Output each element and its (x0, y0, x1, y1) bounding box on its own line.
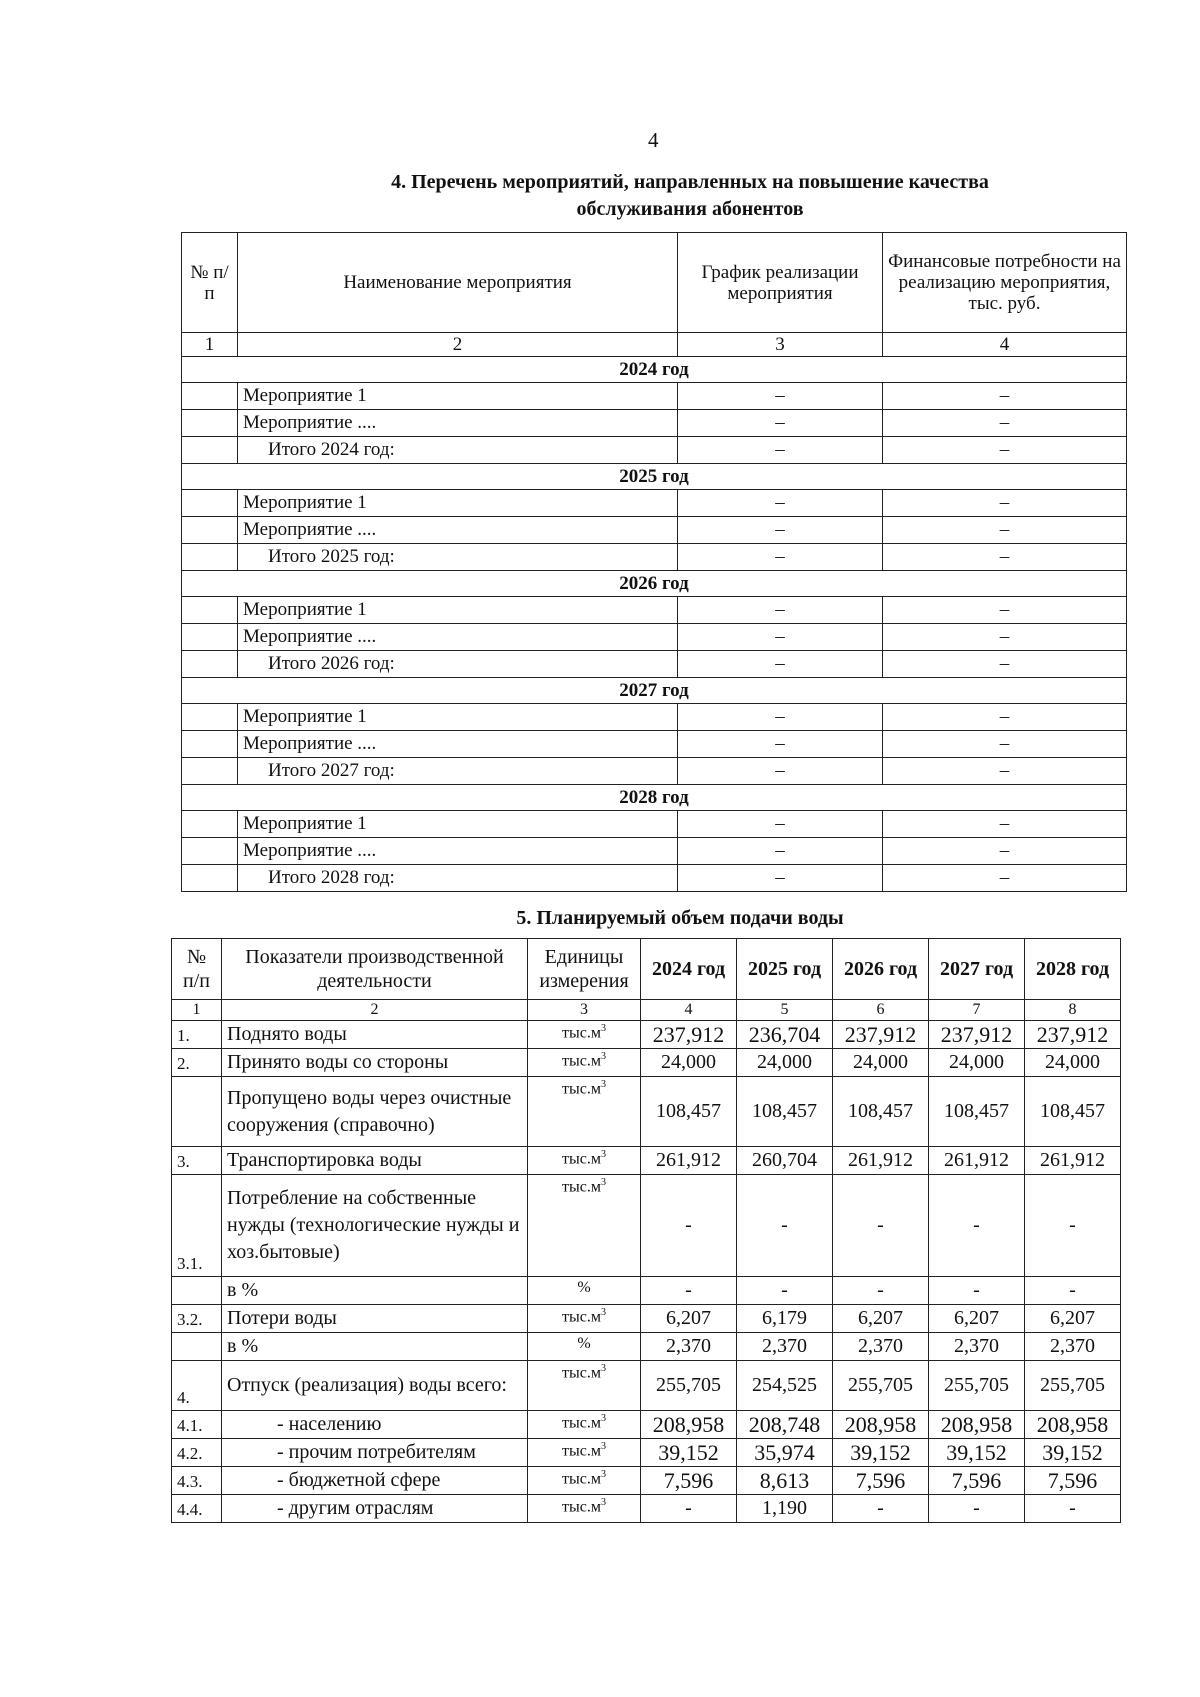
row-number (172, 1277, 222, 1305)
header-year: 2024 год (641, 939, 737, 1000)
row-number (182, 410, 238, 437)
row-number (182, 383, 238, 410)
schedule-value: – (678, 811, 883, 838)
year-value: 39,152 (1025, 1439, 1121, 1467)
total-row (182, 437, 1127, 464)
year-label: 2026 год (182, 571, 1127, 597)
unit-base: тыс.м (562, 1442, 601, 1460)
total-row (182, 544, 1127, 571)
unit-of-measure (528, 1049, 641, 1077)
unit-base: тыс.м (562, 1150, 601, 1168)
schedule-value: – (678, 597, 883, 624)
unit-of-measure (528, 1439, 641, 1467)
indicator-name: Транспортировка воды (222, 1147, 528, 1175)
indicator-name: - населению (222, 1411, 528, 1439)
indicator-row (172, 1021, 1121, 1049)
schedule-value: – (678, 865, 883, 892)
unit-base: тыс.м (562, 1052, 601, 1070)
year-value: - (641, 1175, 737, 1277)
year-value: 2,370 (641, 1333, 737, 1361)
unit-base: тыс.м (562, 1080, 601, 1098)
year-value: 108,457 (929, 1077, 1025, 1147)
row-number (182, 437, 238, 464)
header-num: № п/п (182, 233, 238, 333)
water-table-header (172, 939, 1121, 1000)
header-year: 2026 год (833, 939, 929, 1000)
financing-value: – (883, 490, 1127, 517)
financing-value: – (883, 865, 1127, 892)
unit-superscript: 3 (600, 1177, 606, 1188)
unit-superscript: 3 (600, 1469, 606, 1480)
year-label: 2027 год (182, 678, 1127, 704)
year-value: 24,000 (737, 1049, 833, 1077)
unit-superscript: 3 (600, 1051, 606, 1062)
year-value: 261,912 (1025, 1147, 1121, 1175)
unit-base: тыс.м (562, 1414, 601, 1432)
indicator-row (172, 1277, 1121, 1305)
year-value: 39,152 (833, 1439, 929, 1467)
schedule-value: – (678, 731, 883, 758)
indicator-row (172, 1305, 1121, 1333)
schedule-value: – (678, 651, 883, 678)
year-value: 108,457 (737, 1077, 833, 1147)
measures-table-header (182, 233, 1127, 333)
column-number: 3 (678, 333, 883, 357)
column-number: 1 (182, 333, 238, 357)
total-row (182, 865, 1127, 892)
financing-value: – (883, 651, 1127, 678)
row-number (172, 1333, 222, 1361)
year-value: 6,179 (737, 1305, 833, 1333)
year-value: 255,705 (1025, 1361, 1121, 1411)
financing-value: – (883, 597, 1127, 624)
column-number: 1 (172, 1000, 222, 1021)
year-value: 6,207 (833, 1305, 929, 1333)
year-value: 7,596 (1025, 1467, 1121, 1495)
year-value: - (737, 1175, 833, 1277)
indicator-name: - бюджетной сфере (222, 1467, 528, 1495)
measure-row (182, 597, 1127, 624)
year-value: 261,912 (641, 1147, 737, 1175)
total-label: Итого 2024 год: (238, 437, 678, 464)
unit-superscript: 3 (600, 1307, 606, 1318)
year-value: 255,705 (929, 1361, 1025, 1411)
year-value: - (641, 1277, 737, 1305)
measure-name: Мероприятие 1 (238, 811, 678, 838)
indicator-row (172, 1333, 1121, 1361)
unit-superscript: 3 (600, 1149, 606, 1160)
year-group-row (182, 464, 1127, 490)
year-value: 2,370 (833, 1333, 929, 1361)
schedule-value: – (678, 544, 883, 571)
schedule-value: – (678, 383, 883, 410)
indicator-name: Пропущено воды через очистные сооружения (справочно) (222, 1077, 528, 1147)
financing-value: – (883, 731, 1127, 758)
unit-of-measure (528, 1021, 641, 1049)
header-financing: Финансовые потребности на реализацию мероприятия, тыс. руб. (883, 233, 1127, 333)
year-value: 261,912 (833, 1147, 929, 1175)
indicator-row (172, 1411, 1121, 1439)
column-numbers-row (182, 333, 1127, 357)
year-value: 7,596 (929, 1467, 1025, 1495)
schedule-value: – (678, 758, 883, 785)
year-value: 7,596 (833, 1467, 929, 1495)
year-value: - (929, 1175, 1025, 1277)
year-value: - (1025, 1175, 1121, 1277)
unit-of-measure (528, 1411, 641, 1439)
year-value: 2,370 (1025, 1333, 1121, 1361)
indicator-name: - прочим потребителям (222, 1439, 528, 1467)
total-label: Итого 2028 год: (238, 865, 678, 892)
row-number (182, 865, 238, 892)
year-value: - (1025, 1495, 1121, 1523)
year-value: - (833, 1277, 929, 1305)
row-number (182, 758, 238, 785)
year-value: 2,370 (929, 1333, 1025, 1361)
row-number: 3.2. (172, 1305, 222, 1333)
indicator-name: Потери воды (222, 1305, 528, 1333)
unit-of-measure (528, 1495, 641, 1523)
indicator-name: Поднято воды (222, 1021, 528, 1049)
year-value: 1,190 (737, 1495, 833, 1523)
measure-row (182, 704, 1127, 731)
section4-title-line1: 4. Перечень мероприятий, направленных на повышение качества (391, 171, 989, 193)
row-number (182, 490, 238, 517)
measure-row (182, 838, 1127, 865)
measure-row (182, 410, 1127, 437)
header-indicator: Показатели производственной деятельности (222, 939, 528, 1000)
financing-value: – (883, 544, 1127, 571)
year-value: 236,704 (737, 1021, 833, 1049)
year-group-row (182, 571, 1127, 597)
schedule-value: – (678, 704, 883, 731)
year-group-row (182, 678, 1127, 704)
year-label: 2024 год (182, 357, 1127, 383)
row-number (172, 1077, 222, 1147)
unit-of-measure (528, 1305, 641, 1333)
year-value: 237,912 (833, 1021, 929, 1049)
row-number: 2. (172, 1049, 222, 1077)
financing-value: – (883, 758, 1127, 785)
year-value: 2,370 (737, 1333, 833, 1361)
year-value: - (833, 1495, 929, 1523)
year-group-row (182, 785, 1127, 811)
indicator-row (172, 1467, 1121, 1495)
year-value: 7,596 (641, 1467, 737, 1495)
indicator-name: Принято воды со стороны (222, 1049, 528, 1077)
year-value: - (833, 1175, 929, 1277)
column-number: 3 (528, 1000, 641, 1021)
row-number: 4.4. (172, 1495, 222, 1523)
financing-value: – (883, 383, 1127, 410)
indicator-row (172, 1049, 1121, 1077)
total-row (182, 651, 1127, 678)
row-number: 1. (172, 1021, 222, 1049)
header-schedule: График реализации мероприятия (678, 233, 883, 333)
indicator-row (172, 1175, 1121, 1277)
water-supply-table (171, 938, 1121, 1523)
measures-table-body (182, 357, 1127, 892)
row-number: 4.1. (172, 1411, 222, 1439)
measure-row (182, 624, 1127, 651)
unit-superscript: 3 (600, 1023, 606, 1034)
year-value: 255,705 (641, 1361, 737, 1411)
year-value: 24,000 (929, 1049, 1025, 1077)
column-number: 5 (737, 1000, 833, 1021)
year-value: 6,207 (641, 1305, 737, 1333)
year-value: 237,912 (929, 1021, 1025, 1049)
schedule-value: – (678, 624, 883, 651)
measure-row (182, 383, 1127, 410)
year-value: 35,974 (737, 1439, 833, 1467)
unit-superscript: 3 (600, 1363, 606, 1374)
measure-name: Мероприятие 1 (238, 597, 678, 624)
year-label: 2028 год (182, 785, 1127, 811)
year-value: 208,958 (833, 1411, 929, 1439)
indicator-row (172, 1147, 1121, 1175)
column-number: 7 (929, 1000, 1025, 1021)
year-value: 24,000 (833, 1049, 929, 1077)
year-value: - (737, 1277, 833, 1305)
year-value: 208,958 (641, 1411, 737, 1439)
page-number: 4 (648, 128, 659, 152)
indicator-name: - другим отраслям (222, 1495, 528, 1523)
year-value: 108,457 (1025, 1077, 1121, 1147)
measure-name: Мероприятие .... (238, 410, 678, 437)
row-number (182, 597, 238, 624)
indicator-row (172, 1439, 1121, 1467)
indicator-name: в % (222, 1333, 528, 1361)
indicator-row (172, 1361, 1121, 1411)
measure-row (182, 811, 1127, 838)
header-year: 2027 год (929, 939, 1025, 1000)
row-number: 4. (172, 1361, 222, 1411)
year-group-row (182, 357, 1127, 383)
unit-of-measure (528, 1467, 641, 1495)
column-number: 2 (238, 333, 678, 357)
year-value: - (641, 1495, 737, 1523)
row-number (182, 544, 238, 571)
unit-base: тыс.м (562, 1498, 601, 1516)
column-numbers-row (172, 1000, 1121, 1021)
year-value: 237,912 (1025, 1021, 1121, 1049)
unit-superscript: 3 (600, 1413, 606, 1424)
measure-name: Мероприятие .... (238, 624, 678, 651)
year-value: 24,000 (641, 1049, 737, 1077)
year-value: 260,704 (737, 1147, 833, 1175)
header-year: 2028 год (1025, 939, 1121, 1000)
measures-table (181, 232, 1127, 892)
row-number: 4.2. (172, 1439, 222, 1467)
measure-name: Мероприятие 1 (238, 490, 678, 517)
row-number (182, 811, 238, 838)
indicator-name: в % (222, 1277, 528, 1305)
row-number (182, 731, 238, 758)
indicator-name: Потребление на собственные нужды (технологические нужды и хоз.бытовые) (222, 1175, 528, 1277)
year-value: 6,207 (929, 1305, 1025, 1333)
row-number: 3.1. (172, 1175, 222, 1277)
financing-value: – (883, 704, 1127, 731)
year-label: 2025 год (182, 464, 1127, 490)
section4-title-line2: обслуживания абонентов (576, 198, 804, 220)
schedule-value: – (678, 490, 883, 517)
year-value: 255,705 (833, 1361, 929, 1411)
indicator-row (172, 1495, 1121, 1523)
row-number: 3. (172, 1147, 222, 1175)
unit-of-measure (528, 1175, 641, 1277)
financing-value: – (883, 437, 1127, 464)
section5-title: 5. Планируемый объем подачи воды (516, 907, 844, 929)
unit-of-measure (528, 1147, 641, 1175)
column-number: 8 (1025, 1000, 1121, 1021)
row-number (182, 838, 238, 865)
total-label: Итого 2026 год: (238, 651, 678, 678)
header-num: № п/п (172, 939, 222, 1000)
measure-row (182, 490, 1127, 517)
year-value: 39,152 (929, 1439, 1025, 1467)
financing-value: – (883, 624, 1127, 651)
measure-name: Мероприятие .... (238, 517, 678, 544)
unit-base: тыс.м (562, 1178, 601, 1196)
indicator-name: Отпуск (реализация) воды всего: (222, 1361, 528, 1411)
row-number (182, 704, 238, 731)
row-number (182, 517, 238, 544)
column-number: 4 (883, 333, 1127, 357)
financing-value: – (883, 811, 1127, 838)
row-number: 4.3. (172, 1467, 222, 1495)
unit-base: тыс.м (562, 1470, 601, 1488)
unit-base: тыс.м (562, 1364, 601, 1382)
header-year: 2025 год (737, 939, 833, 1000)
year-value: 208,748 (737, 1411, 833, 1439)
measure-name: Мероприятие 1 (238, 704, 678, 731)
financing-value: – (883, 838, 1127, 865)
unit-superscript: 3 (600, 1497, 606, 1508)
total-row (182, 758, 1127, 785)
schedule-value: – (678, 437, 883, 464)
year-value: 108,457 (641, 1077, 737, 1147)
unit-of-measure: % (528, 1333, 641, 1361)
measure-name: Мероприятие .... (238, 731, 678, 758)
unit-of-measure: % (528, 1277, 641, 1305)
row-number (182, 624, 238, 651)
financing-value: – (883, 410, 1127, 437)
unit-base: тыс.м (562, 1308, 601, 1326)
measure-row (182, 731, 1127, 758)
measure-name: Мероприятие .... (238, 838, 678, 865)
section4-title (320, 169, 1060, 223)
financing-value: – (883, 517, 1127, 544)
year-value: - (1025, 1277, 1121, 1305)
year-value: 8,613 (737, 1467, 833, 1495)
column-number: 2 (222, 1000, 528, 1021)
year-value: - (929, 1277, 1025, 1305)
column-number: 6 (833, 1000, 929, 1021)
year-value: 39,152 (641, 1439, 737, 1467)
measure-row (182, 517, 1127, 544)
header-unit: Единицы измерения (528, 939, 641, 1000)
header-measure-name: Наименование мероприятия (238, 233, 678, 333)
total-label: Итого 2027 год: (238, 758, 678, 785)
indicator-row (172, 1077, 1121, 1147)
unit-of-measure (528, 1077, 641, 1147)
year-value: 237,912 (641, 1021, 737, 1049)
schedule-value: – (678, 838, 883, 865)
measure-name: Мероприятие 1 (238, 383, 678, 410)
unit-superscript: 3 (600, 1079, 606, 1090)
column-number: 4 (641, 1000, 737, 1021)
year-value: 24,000 (1025, 1049, 1121, 1077)
row-number (182, 651, 238, 678)
year-value: - (929, 1495, 1025, 1523)
year-value: 261,912 (929, 1147, 1025, 1175)
schedule-value: – (678, 517, 883, 544)
year-value: 108,457 (833, 1077, 929, 1147)
unit-superscript: 3 (600, 1441, 606, 1452)
year-value: 6,207 (1025, 1305, 1121, 1333)
unit-base: тыс.м (562, 1024, 601, 1042)
unit-of-measure (528, 1361, 641, 1411)
year-value: 208,958 (929, 1411, 1025, 1439)
schedule-value: – (678, 410, 883, 437)
water-table-body (172, 1021, 1121, 1523)
year-value: 254,525 (737, 1361, 833, 1411)
total-label: Итого 2025 год: (238, 544, 678, 571)
year-value: 208,958 (1025, 1411, 1121, 1439)
